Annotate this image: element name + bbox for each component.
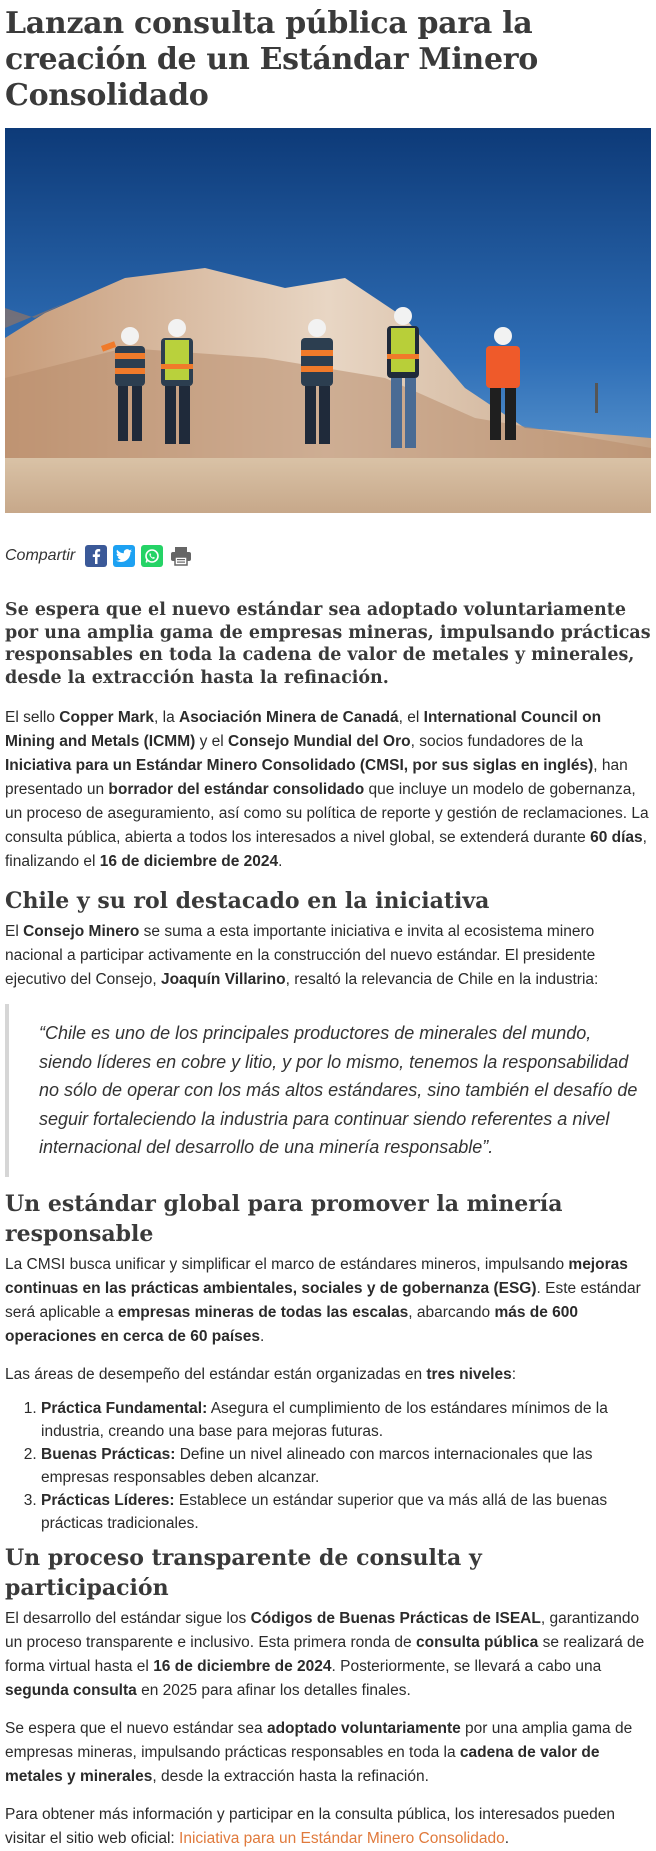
paragraph-chile: El Consejo Minero se suma a esta importante iniciativa e invita al ecosistema minero nacional a participar activamente en la construcción del nuevo estándar. El presidente ejecutivo del Consejo, Joaquín Villarino, resaltó la relevancia de Chile en la industria: xyxy=(5,923,599,988)
paragraph-intro: El sello Copper Mark, la Asociación Minera de Canadá, el International Council on Mining and Metals (ICMM) y el Consejo Mundial del Oro, socios fundadores de la Iniciativa para un Estándar Minero Consolidado (CMSI, por sus siglas en inglés), han presentado un borrador del estándar consolidado que incluye un modelo de gobernanza, un proceso de aseguramiento, así como su política de reporte y gestión de reclamaciones. La consulta pública, abierta a todos los interesados a nivel global, se extenderá durante 60 días, finalizando el 16 de diciembre de 2024. xyxy=(5,709,649,870)
share-label: Compartir xyxy=(5,547,76,564)
twitter-icon[interactable] xyxy=(113,545,135,567)
list-item: 1. Práctica Fundamental: Asegura el cumplimiento de los estándares mínimos de la industria, creando una base para mejoras futuras. xyxy=(41,1397,651,1443)
section-heading-process: Un proceso transparente de consulta y participación xyxy=(5,1544,482,1601)
share-bar xyxy=(5,543,651,569)
levels-list xyxy=(5,1397,651,1535)
article xyxy=(0,6,656,1851)
list-item: 2. Buenas Prácticas: Define un nivel alineado con marcos internacionales que las empresas responsables deben alcanzar. xyxy=(41,1443,651,1489)
section-heading-global: Un estándar global para promover la minería responsable xyxy=(5,1190,563,1247)
paragraph-process: El desarrollo del estándar sigue los Códigos de Buenas Prácticas de ISEAL, garantizando un proceso transparente e inclusivo. Esta primera ronda de consulta pública se realizará de forma virtual hasta el 16 de diciembre de 2024. Posteriormente, se llevará a cabo una segunda consulta en 2025 para afinar los detalles finales. xyxy=(5,1609,645,1699)
paragraph-adoption: Se espera que el nuevo estándar sea adoptado voluntariamente por una amplia gama de empresas mineras, impulsando prácticas responsables en toda la cadena de valor de metales y minerales, desde la extracción hasta la refinación. xyxy=(5,1719,633,1785)
paragraph-more-info: Para obtener más información y participar en la consulta pública, los interesados pueden visitar el sitio web oficial: Iniciativa para un Estándar Minero Consolidado. xyxy=(5,1805,616,1847)
paragraph-levels-intro: Las áreas de desempeño del estándar están organizadas en tres niveles: xyxy=(5,1365,517,1383)
cmsi-website-link[interactable]: Iniciativa para un Estándar Minero Consolidado xyxy=(179,1829,505,1847)
article-lead: Se espera que el nuevo estándar sea adoptado voluntariamente por una amplia gama de empresas mineras, impulsando prácticas responsables en toda la cadena de valor de metales y minerales, desde la extracción hasta la refinación. xyxy=(5,600,651,688)
paragraph-cmsi: La CMSI busca unificar y simplificar el marco de estándares mineros, impulsando mejoras continuas en las prácticas ambientales, sociales y de gobernanza (ESG). Este estándar será aplicable a empresas mineras de todas las escalas, abarcando más de 600 operaciones en cerca de 60 países. xyxy=(5,1255,641,1345)
print-icon[interactable] xyxy=(169,545,193,567)
whatsapp-icon[interactable] xyxy=(141,545,163,567)
list-item: 3. Prácticas Líderes: Establece un estándar superior que va más allá de las buenas prácticas tradicionales. xyxy=(41,1489,651,1535)
facebook-icon[interactable] xyxy=(85,545,107,567)
hero-image xyxy=(5,128,651,513)
section-heading-chile: Chile y su rol destacado en la iniciativa xyxy=(5,888,490,914)
quote: “Chile es uno de los principales productores de minerales del mundo, siendo líderes en cobre y litio, y por lo mismo, tenemos la responsabilidad no sólo de operar con los más altos estándares, sino también el desafío de seguir fortaleciendo la industria para continuar siendo referentes a nivel internacional del desarrollo de una minería responsable”. xyxy=(5,1004,651,1177)
article-title: Lanzan consulta pública para la creación de un Estándar Minero Consolidado xyxy=(5,6,538,113)
